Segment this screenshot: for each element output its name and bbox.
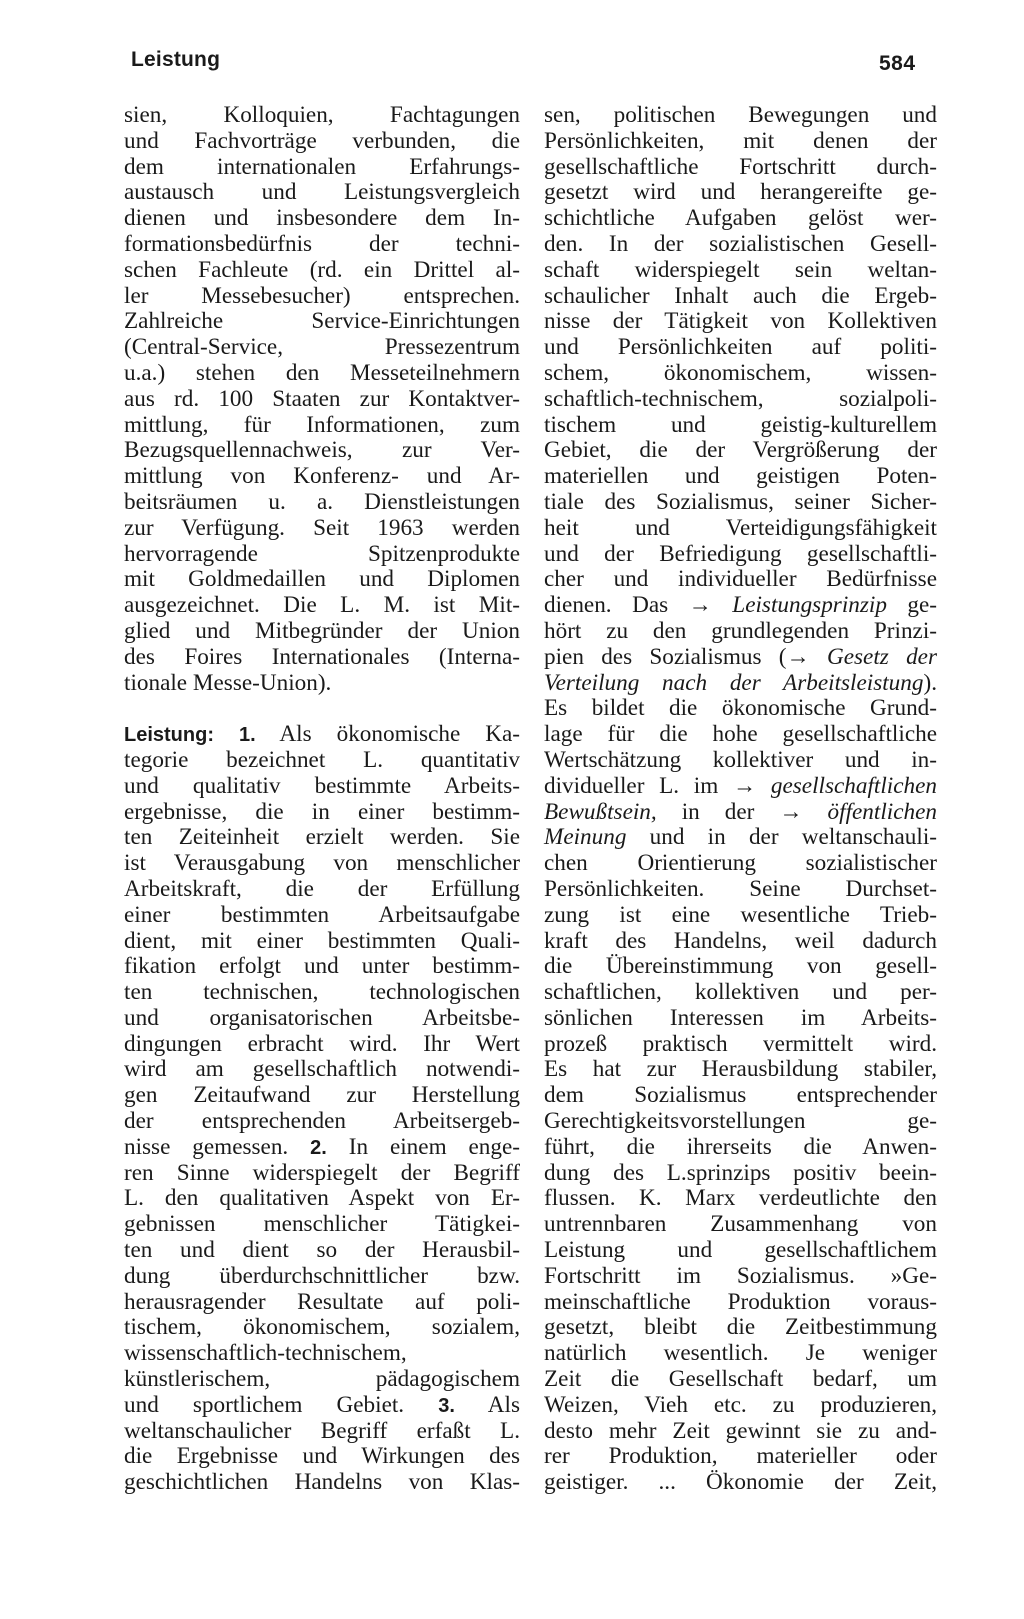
text-line: die Ergebnisse und Wirkungen des xyxy=(124,1443,520,1470)
cross-ref-leistungsprinzip[interactable]: Leistungsprinzip xyxy=(732,592,887,619)
text-line: Zeit die Gesellschaft bedarf, um xyxy=(544,1366,937,1393)
text-line: die Übereinstimmung von gesell- xyxy=(544,953,937,980)
left-column-text xyxy=(124,103,520,696)
text-line: Wertschätzung kollektiver und in- xyxy=(544,746,937,773)
text-line: rer Produktion, materieller oder xyxy=(544,1443,937,1470)
ref1-after: ge- xyxy=(907,592,938,619)
text-line: schen Fachleute (rd. ein Drittel al- xyxy=(124,256,520,283)
text-line: sien, Kolloquien, Fachtagungen xyxy=(124,102,520,128)
text-line: zur Verfügung. Seit 1963 werden xyxy=(124,514,520,541)
text-line: den. In der sozialistischen Gesell- xyxy=(544,230,937,257)
cross-ref-bewusstsein-b[interactable]: Bewußtsein, xyxy=(544,798,657,825)
text-line: ler Messebesucher) entsprechen. xyxy=(124,282,520,309)
text-line: natürlich wesentlich. Je weniger xyxy=(544,1340,937,1367)
text-line: und der Befriedigung gesellschaftli- xyxy=(544,540,937,567)
text-line: Weizen, Vieh etc. zu produzieren, xyxy=(544,1391,937,1418)
text-line: gebnissen menschlicher Tätigkei- xyxy=(124,1211,520,1238)
text-line: ten und dient so der Herausbil- xyxy=(124,1237,520,1264)
text-line: gesetzt wird und herangereifte ge- xyxy=(544,179,937,206)
text-line: dem internationalen Erfahrungs- xyxy=(124,153,520,180)
text-line: einer bestimmten Arbeitsaufgabe xyxy=(124,901,520,928)
text-line: gen Zeitaufwand zur Herstellung xyxy=(124,1082,520,1109)
text-line: kraft des Handelns, weil dadurch xyxy=(544,927,937,954)
text-line: Es hat zur Herausbildung stabiler, xyxy=(544,1056,937,1083)
cross-ref-gesetz-a[interactable]: Gesetz der xyxy=(826,643,937,670)
page-number: 584 xyxy=(879,52,916,75)
text-line: desto mehr Zeit gewinnt sie zu and- xyxy=(544,1417,937,1444)
text-line: und organisatorischen Arbeitsbe- xyxy=(124,1004,520,1031)
text-line: zung ist eine wesentliche Trieb- xyxy=(544,901,937,928)
left-column xyxy=(124,103,520,1496)
text-line: und qualitativ bestimmte Arbeits- xyxy=(124,772,520,799)
text-line: künstlerischem, pädagogischem xyxy=(124,1366,520,1393)
entry-first-line-text: Als ökonomische Ka- xyxy=(279,721,521,748)
text-line: schaulicher Inhalt auch die Ergeb- xyxy=(544,282,937,309)
ref-line-4 xyxy=(544,825,937,851)
text-line: sönlichen Interessen im Arbeits- xyxy=(544,1004,937,1031)
text-line: dient, mit einer bestimmten Quali- xyxy=(124,927,520,954)
text-line: Bezugsquellennachweis, zur Ver- xyxy=(124,437,520,464)
entry-gap xyxy=(124,696,520,722)
text-line: Gerechtigkeitsvorstellungen ge- xyxy=(544,1108,937,1135)
ref3-mid: in der → xyxy=(681,798,803,825)
text-line: lage für die hohe gesellschaftliche xyxy=(544,721,937,748)
text-line: prozeß praktisch vermittelt wird. xyxy=(544,1030,937,1057)
text-line: schichtliche Aufgaben gelöst wer- xyxy=(544,205,937,232)
ref-line-2b xyxy=(544,671,937,697)
ref-line-3b xyxy=(544,800,937,826)
num2-after: In einem enge- xyxy=(348,1133,521,1160)
text-line: schaftlich-technischem, sozialpoli- xyxy=(544,385,937,412)
ref-line-3 xyxy=(544,774,937,800)
text-line: austausch und Leistungsvergleich xyxy=(124,179,520,206)
ref2-after: ). xyxy=(923,669,937,696)
text-line: u.a.) stehen den Messeteilnehmern xyxy=(124,359,520,386)
text-line: materiellen und geistigen Poten- xyxy=(544,463,937,490)
text-line: dem Sozialismus entsprechender xyxy=(544,1082,937,1109)
text-line: tiale des Sozialismus, seiner Sicher- xyxy=(544,488,937,515)
text-line: führt, die ihrerseits die Anwen- xyxy=(544,1133,937,1160)
text-line: Es bildet die ökonomische Grund- xyxy=(544,695,937,722)
ref3-before: dividueller L. im → xyxy=(544,772,757,799)
text-line: wissenschaftlich-technischem, xyxy=(124,1340,407,1367)
text-line: ten Zeiteinheit erzielt werden. Sie xyxy=(124,824,520,851)
text-line: fikation erfolgt und unter bestimm- xyxy=(124,953,520,980)
text-line: cher und individueller Bedürfnisse xyxy=(544,566,937,593)
text-line: und Persönlichkeiten auf politi- xyxy=(544,334,937,361)
right-column-text-a xyxy=(544,103,937,593)
text-line: dingungen erbracht wird. Ihr Wert xyxy=(124,1030,520,1057)
text-line: geistiger. ... Ökonomie der Zeit, xyxy=(544,1469,937,1496)
cross-ref-meinung-b[interactable]: Meinung xyxy=(544,824,627,851)
right-column-text-c xyxy=(544,851,937,1496)
text-line: tionale Messe-Union). xyxy=(124,669,332,696)
text-line: wird am gesellschaftlich notwendi- xyxy=(124,1056,520,1083)
right-column xyxy=(544,103,937,1496)
text-line: L. den qualitativen Aspekt von Er- xyxy=(124,1185,520,1212)
text-line: gesellschaftliche Fortschritt durch- xyxy=(544,153,937,180)
text-line: glied und Mitbegründer der Union xyxy=(124,617,520,644)
text-line: gesetzt, bleibt die Zeitbestimmung xyxy=(544,1314,937,1341)
text-line: des Foires Internationales (Interna- xyxy=(124,643,520,670)
entry-line-num3 xyxy=(124,1393,520,1419)
text-line: (Central-Service, Pressezentrum xyxy=(124,334,520,361)
text-line: tegorie bezeichnet L. quantitativ xyxy=(124,746,520,773)
text-line: Gebiet, die der Vergrößerung der xyxy=(544,437,937,464)
text-line: mittlung, für Informationen, zum xyxy=(124,411,520,438)
text-line: schem, ökonomischem, wissen- xyxy=(544,359,937,386)
text-line: beitsräumen u. a. Dienstleistungen xyxy=(124,488,520,515)
text-line: Arbeitskraft, die der Erfüllung xyxy=(124,875,520,902)
ref4-after: und in der weltanschauli- xyxy=(649,824,937,851)
entry-text-b xyxy=(124,1161,520,1393)
sense-number-3: 3. xyxy=(438,1394,455,1417)
text-line: aus rd. 100 Staaten zur Kontaktver- xyxy=(124,385,520,412)
text-line: meinschaftliche Produktion voraus- xyxy=(544,1288,937,1315)
text-line: dienen und insbesondere dem In- xyxy=(124,205,520,232)
ref-line-1 xyxy=(544,593,937,619)
text-line: untrennbaren Zusammenhang von xyxy=(544,1211,937,1238)
sense-number-1: 1. xyxy=(239,724,256,747)
cross-ref-gesetz-b[interactable]: Verteilung nach der Arbeitsleistung xyxy=(544,669,924,696)
text-line: Persönlichkeiten, mit denen der xyxy=(544,127,937,154)
sense-number-2: 2. xyxy=(310,1136,327,1159)
text-line: ren Sinne widerspiegelt der Begriff xyxy=(124,1159,520,1186)
text-line: herausragender Resultate auf poli- xyxy=(124,1288,520,1315)
num2-before: nisse gemessen. xyxy=(124,1133,289,1160)
text-line: ist Verausgabung von menschlicher xyxy=(124,850,520,877)
text-line: schaft widerspiegelt sein weltan- xyxy=(544,256,937,283)
text-line: Leistung und gesellschaftlichem xyxy=(544,1237,937,1264)
running-head: Leistung xyxy=(131,48,221,71)
text-line: tischem und geistig-kulturellem xyxy=(544,411,937,438)
entry-headword: Leistung: xyxy=(124,724,214,747)
right-column-text-b xyxy=(544,696,937,773)
text-line: flussen. K. Marx verdeutlichte den xyxy=(544,1185,937,1212)
text-line: Zahlreiche Service-Einrichtungen xyxy=(124,308,520,335)
entry-text-a xyxy=(124,748,520,1135)
text-line: heit und Verteidigungsfähigkeit xyxy=(544,514,937,541)
text-line: dung des L.sprinzips positiv beein- xyxy=(544,1159,937,1186)
text-line: formationsbedürfnis der techni- xyxy=(124,230,520,257)
text-line: nisse der Tätigkeit von Kollektiven xyxy=(544,308,937,335)
text-line: sen, politischen Bewegungen und xyxy=(544,102,937,128)
text-line: weltanschaulicher Begriff erfaßt L. xyxy=(124,1417,520,1444)
text-line: mit Goldmedaillen und Diplomen xyxy=(124,566,520,593)
text-line: und Fachvorträge verbunden, die xyxy=(124,127,520,154)
entry-text-c xyxy=(124,1419,520,1496)
ref-line-2 xyxy=(544,645,937,671)
entry-first-line xyxy=(124,722,520,748)
text-line: hört zu den grundlegenden Prinzi- xyxy=(544,617,937,644)
text-line: schaftlichen, kollektiven und per- xyxy=(544,979,937,1006)
text-line: ergebnisse, die in einer bestimm- xyxy=(124,798,520,825)
text-line: der entsprechenden Arbeitsergeb- xyxy=(124,1108,520,1135)
text-line: geschichtlichen Handelns von Klas- xyxy=(124,1469,520,1496)
cross-ref-meinung-a[interactable]: öffentlichen xyxy=(827,798,937,825)
num3-before: und sportlichem Gebiet. xyxy=(124,1391,405,1418)
text-line: hervorragende Spitzenprodukte xyxy=(124,540,520,567)
text-line: ausgezeichnet. Die L. M. ist Mit- xyxy=(124,592,520,619)
text-line: Persönlichkeiten. Seine Durchset- xyxy=(544,875,937,902)
cross-ref-bewusstsein-a[interactable]: gesellschaftlichen xyxy=(770,772,938,799)
text-line: mittlung von Konferenz- und Ar- xyxy=(124,463,520,490)
text-line: tischem, ökonomischem, sozialem, xyxy=(124,1314,520,1341)
text-line: dung überdurchschnittlicher bzw. xyxy=(124,1262,520,1289)
ref1-before: dienen. Das → xyxy=(544,592,712,619)
ref2-before: pien des Sozialismus (→ xyxy=(544,643,810,670)
text-line: chen Orientierung sozialistischer xyxy=(544,850,937,877)
text-line: Fortschritt im Sozialismus. »Ge- xyxy=(544,1262,937,1289)
num3-after: Als xyxy=(487,1391,520,1418)
text-line: ten technischen, technologischen xyxy=(124,979,520,1006)
entry-line-num2 xyxy=(124,1135,520,1161)
